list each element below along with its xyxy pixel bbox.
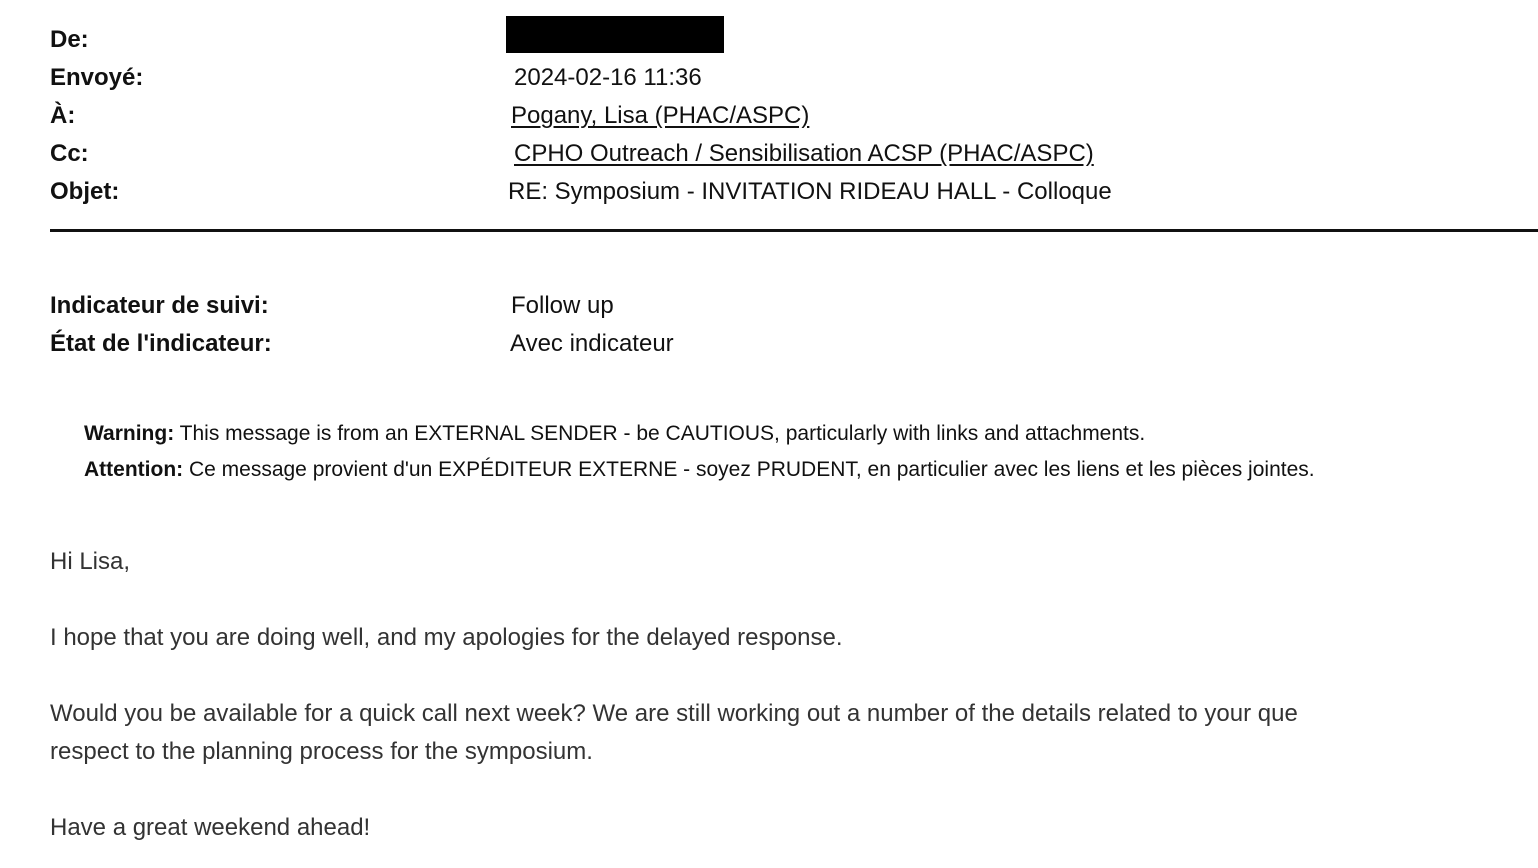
header-divider xyxy=(50,229,1538,232)
body-paragraph-2-line-2: respect to the planning process for the symposium. xyxy=(50,738,593,765)
sent-label: Envoyé: xyxy=(50,64,144,91)
attention-label: Attention: xyxy=(84,458,184,481)
from-label: De: xyxy=(50,26,89,53)
cc-recipient-link[interactable]: CPHO Outreach / Sensibilisation ACSP (PHAC/ASPC) xyxy=(514,140,1094,167)
warning-banner-en xyxy=(84,422,1145,446)
to-recipient-link[interactable]: Pogany, Lisa (PHAC/ASPC) xyxy=(511,102,810,129)
warning-banner-fr xyxy=(84,458,1315,482)
closing-line: Have a great weekend ahead! xyxy=(50,814,371,841)
flag-status-value: Avec indicateur xyxy=(510,330,674,357)
sent-value: 2024-02-16 11:36 xyxy=(514,64,702,91)
subject-value: RE: Symposium - INVITATION RIDEAU HALL - Colloque xyxy=(508,178,1112,205)
followup-value: Follow up xyxy=(511,292,614,319)
redacted-sender xyxy=(506,16,724,53)
subject-label: Objet: xyxy=(50,178,120,205)
body-paragraph-2-line-1: Would you be available for a quick call next week? We are still working out a number of the details related to your que xyxy=(50,700,1298,727)
cc-label: Cc: xyxy=(50,140,89,167)
attention-text: Ce message provient d'un EXPÉDITEUR EXTERNE - soyez PRUDENT, en particulier avec les liens et les pièces jointes. xyxy=(183,458,1315,481)
flag-status-label: État de l'indicateur: xyxy=(50,330,272,357)
warning-label: Warning: xyxy=(84,422,175,445)
warning-text: This message is from an EXTERNAL SENDER - be CAUTIOUS, particularly with links and attachments. xyxy=(174,422,1146,445)
greeting: Hi Lisa, xyxy=(50,548,131,575)
followup-label: Indicateur de suivi: xyxy=(50,292,269,319)
body-paragraph-1: I hope that you are doing well, and my apologies for the delayed response. xyxy=(50,624,843,651)
to-label: À: xyxy=(50,102,76,129)
